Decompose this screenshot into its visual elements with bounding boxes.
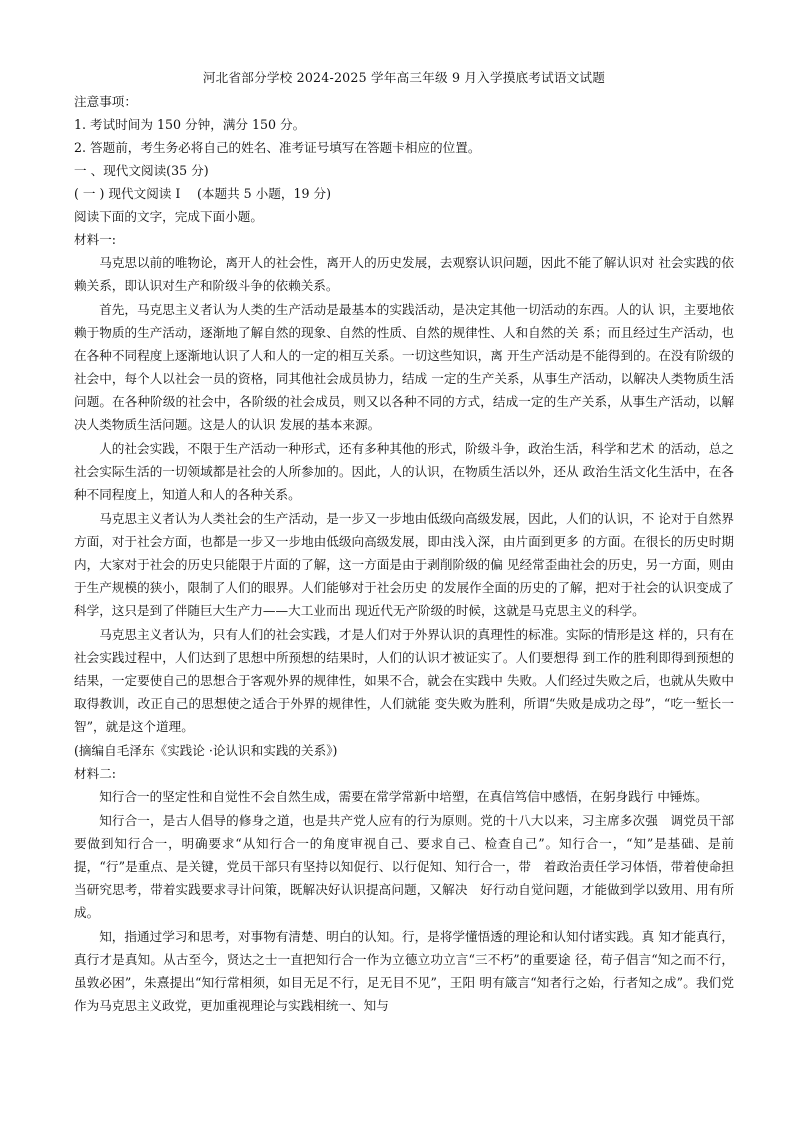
section-heading: 一 、现代文阅读(35 分) xyxy=(74,163,209,178)
page-content xyxy=(74,66,734,1018)
material1-paragraph-2: 首先，马克思主义者认为人类的生产活动是最基本的实践活动，是决定其他一切活动的东西。人的认 识，主要地依赖于物质的生产活动，逐渐地了解自然的现象、自然的性质、自然的规律性、人和自然的关 系；而且经过生产活动，也在各种不同程度上逐渐地认识了人和人的一定的相互关系。一切这些知识，离 开生产活动是不能得到的。在没有阶级的社会中，每个人以社会一员的资格，同其他社会成员协力，结成 一定的生产关系，从事生产活动，以解决人类物质生活问题。在各种阶级的社会中，各阶级的社会成员，则又以各种不同的方式，结成一定的生产关系，从事生产活动，以解决人类物质生活问题。这是人的认识 发展的基本来源。 xyxy=(74,302,734,432)
material2-paragraph-2: 知行合一，是古人倡导的修身之道，也是共产党人应有的行为原则。党的十八大以来，习主席多次强 调党员干部要做到知行合一，明确要求“从知行合一的角度审视自己、要求自己、检查自己”。知行合一，“知”是基础、是前提，“行”是重点、是关键，党员干部只有坚持以知促行、以行促知、知行合一，带 着政治责任学习体悟，带着使命担当研究思考，带着实践要求寻计问策，既解决好认识提高问题，又解决 好行动自觉问题，才能做到学以致用、用有所成。 xyxy=(74,813,734,920)
material1-paragraph-5: 马克思主义者认为，只有人们的社会实践，才是人们对于外界认识的真理性的标准。实际的情形是这 样的，只有在社会实践过程中，人们达到了思想中所预想的结果时，人们的认识才被证实了。人们要想得 到工作的胜利即得到预想的结果，一定要使自己的思想合于客观外界的规律性，如果不合，就会在实践中 失败。人们经过失败之后，也就从失败中取得教训，改正自己的思想使之适合于外界的规律性，人们就能 变失败为胜利，所谓“失败是成功之母”，“吃一堑长一智”，就是这个道理。 xyxy=(74,627,734,734)
page-title: 河北省部分学校 2024-2025 学年高三年级 9 月入学摸底考试语文试题 xyxy=(202,70,606,85)
notice-heading: 注意事项： xyxy=(74,94,137,109)
notice-item-1: 1. 考试时间为 150 分钟，满分 150 分。 xyxy=(74,117,306,132)
material1-label: 材料一: xyxy=(74,232,117,247)
notice-item-2: 2. 答题前，考生务必将自己的姓名、准考证号填写在答题卡相应的位置。 xyxy=(74,140,481,155)
section-subheading: ( 一 ) 现代文阅读 I (本题共 5 小题，19 分) xyxy=(74,186,332,201)
material2-paragraph-3: 知，指通过学习和思考，对事物有清楚、明白的认知。行，是将学懂悟透的理论和认知付诸实践。真 知才能真行，真行才是真知。从古至今，贤达之士一直把知行合一作为立德立功立言“三不朽”的重要途 径，荀子倡言“知之而不行，虽敦必困”，朱熹提出“知行常相须，如目无足不行，足无目不见”，王阳 明有箴言“知者行之始，行者知之成”。我们党作为马克思主义政党，更加重视理论与实践相统一、知与 xyxy=(74,929,734,1013)
material2-paragraph-1: 知行合一的坚定性和自觉性不会自然生成，需要在常学常新中培塑，在真信笃信中感悟，在躬身践行 中锤炼。 xyxy=(99,789,708,804)
material1-paragraph-4: 马克思主义者认为人类社会的生产活动，是一步又一步地由低级向高级发展，因此，人们的认识，不 论对于自然界方面，对于社会方面，也都是一步又一步地由低级向高级发展，即由浅入深，由片面到更多 的方面。在很长的历史时期内，大家对于社会的历史只能限于片面的了解，这一方面是由于剥削阶级的偏 见经常歪曲社会的历史，另一方面，则由于生产规模的狭小，限制了人们的眼界。人们能够对于社会历史 的发展作全面的历史的了解，把对于社会的认识变成了科学，这只是到了伴随巨大生产力——大工业而出 现近代无产阶级的时候，这就是马克思主义的科学。 xyxy=(74,511,734,618)
material1-paragraph-3: 人的社会实践，不限于生产活动一种形式，还有多种其他的形式，阶级斗争，政治生活，科学和艺术 的活动，总之社会实际生活的一切领域都是社会的人所参加的。因此，人的认识，在物质生活以外，还从 政治生活文化生活中，在各种不同程度上，知道人和人的各种关系。 xyxy=(74,441,734,502)
material2-label: 材料二: xyxy=(74,766,117,781)
section-instruction: 阅读下面的文字，完成下面小题。 xyxy=(74,209,263,224)
material1-paragraph-1: 马克思以前的唯物论，离开人的社会性，离开人的历史发展，去观察认识问题，因此不能了解认识对 社会实践的依赖关系，即认识对生产和阶级斗争的依赖关系。 xyxy=(74,255,734,293)
material1-source: (摘编自毛泽东《实践论 ·论认识和实践的关系》) xyxy=(74,743,338,758)
